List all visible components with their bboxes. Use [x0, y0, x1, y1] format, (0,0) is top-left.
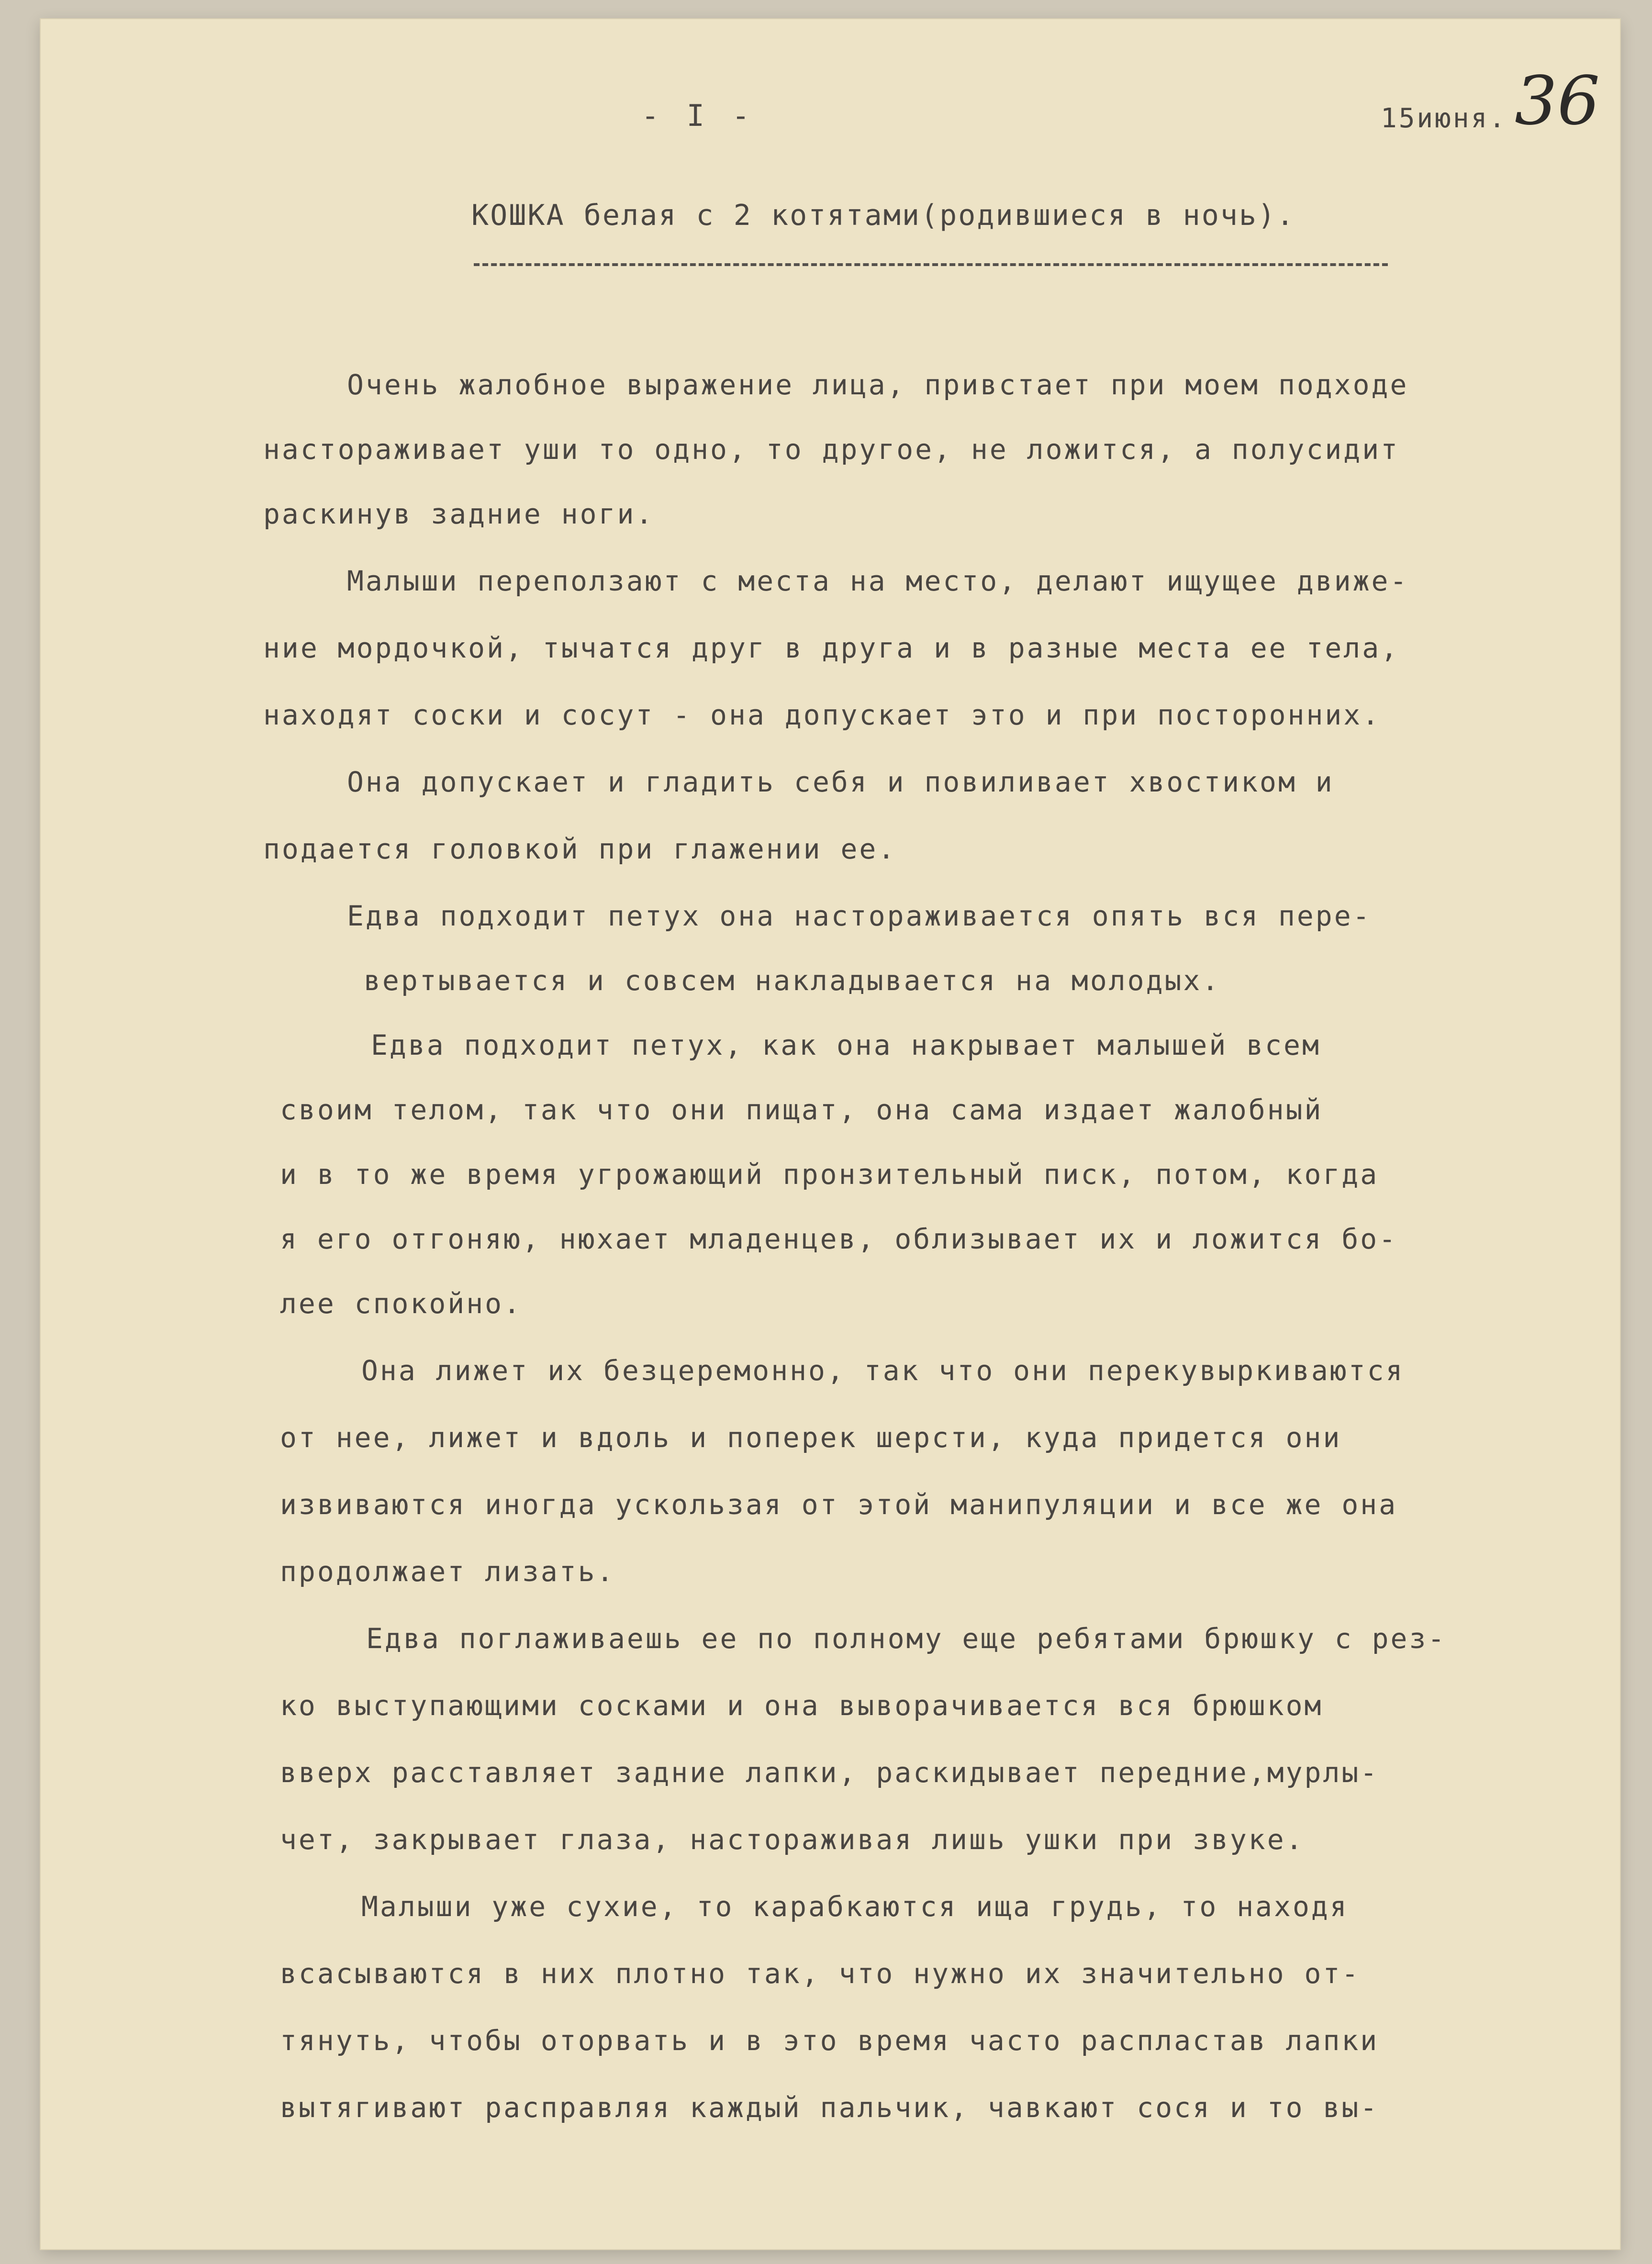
text-line: вытягивают расправляя каждый пальчик, чавкают сося и то вы-	[280, 2091, 1379, 2124]
text-line: лее спокойно.	[280, 1287, 522, 1320]
text-line: настораживает уши то одно, то другое, не ложится, а полусидит	[263, 433, 1400, 466]
document-page	[41, 19, 1620, 2249]
text-line: Малыши уже сухие, то карабкаются ища грудь, то находя	[361, 1890, 1349, 1923]
text-line: Очень жалобное выражение лица, привстает при моем подходе	[347, 368, 1409, 401]
document-title: КОШКА белая с 2 котятами(родившиеся в ночь).	[471, 199, 1295, 232]
text-line: подается головкой при глажении ее.	[263, 833, 897, 865]
text-line: Едва подходит петух она настораживается опять вся пере-	[347, 900, 1372, 932]
text-line: вверх расставляет задние лапки, раскидывает передние,мурлы-	[280, 1756, 1379, 1789]
handwritten-folio-number: 36	[1515, 62, 1600, 140]
text-line: раскинув задние ноги.	[263, 498, 655, 530]
text-line: Она лижет их безцеремонно, так что они перекувыркиваются	[361, 1354, 1405, 1387]
text-line: продолжает лизать.	[280, 1555, 615, 1588]
text-line: находят соски и сосут - она допускает это и при посторонних.	[263, 699, 1381, 731]
text-line: тянуть, чтобы оторвать и в это время часто распластав лапки	[280, 2024, 1379, 2057]
text-line: Едва поглаживаешь ее по полному еще ребятами брюшку с рез-	[366, 1622, 1447, 1655]
text-line: извиваются иногда ускользая от этой манипуляции и все же она	[280, 1488, 1398, 1521]
text-line: своим телом, так что они пищат, она сама издает жалобный	[280, 1093, 1323, 1126]
text-line: ние мордочкой, тычатся друг в друга и в разные места ее тела,	[263, 632, 1400, 664]
text-line: Малыши переползают с места на место, делают ищущее движе-	[347, 565, 1409, 597]
text-line: вертывается и совсем накладывается на молодых.	[364, 964, 1221, 997]
text-line: ко выступающими сосками и она выворачивается вся брюшком	[280, 1689, 1323, 1722]
text-line: Едва подходит петух, как она накрывает малышей всем	[371, 1029, 1321, 1061]
text-line: и в то же время угрожающий пронзительный писк, потом, когда	[280, 1158, 1379, 1191]
text-line: я его отгоняю, нюхает младенцев, облизывает их и ложится бо-	[280, 1223, 1398, 1255]
date-label: 15июня.	[1381, 103, 1507, 134]
text-line: чет, закрывает глаза, настораживая лишь ушки при звуке.	[280, 1823, 1305, 1856]
text-line: от нее, лижет и вдоль и поперек шерсти, куда придется они	[280, 1421, 1342, 1454]
text-line: всасываются в них плотно так, что нужно их значительно от-	[280, 1957, 1361, 1990]
title-underline	[474, 263, 1388, 266]
page-number: - I -	[641, 98, 755, 133]
text-line: Она допускает и гладить себя и повиливает хвостиком и	[347, 766, 1334, 798]
